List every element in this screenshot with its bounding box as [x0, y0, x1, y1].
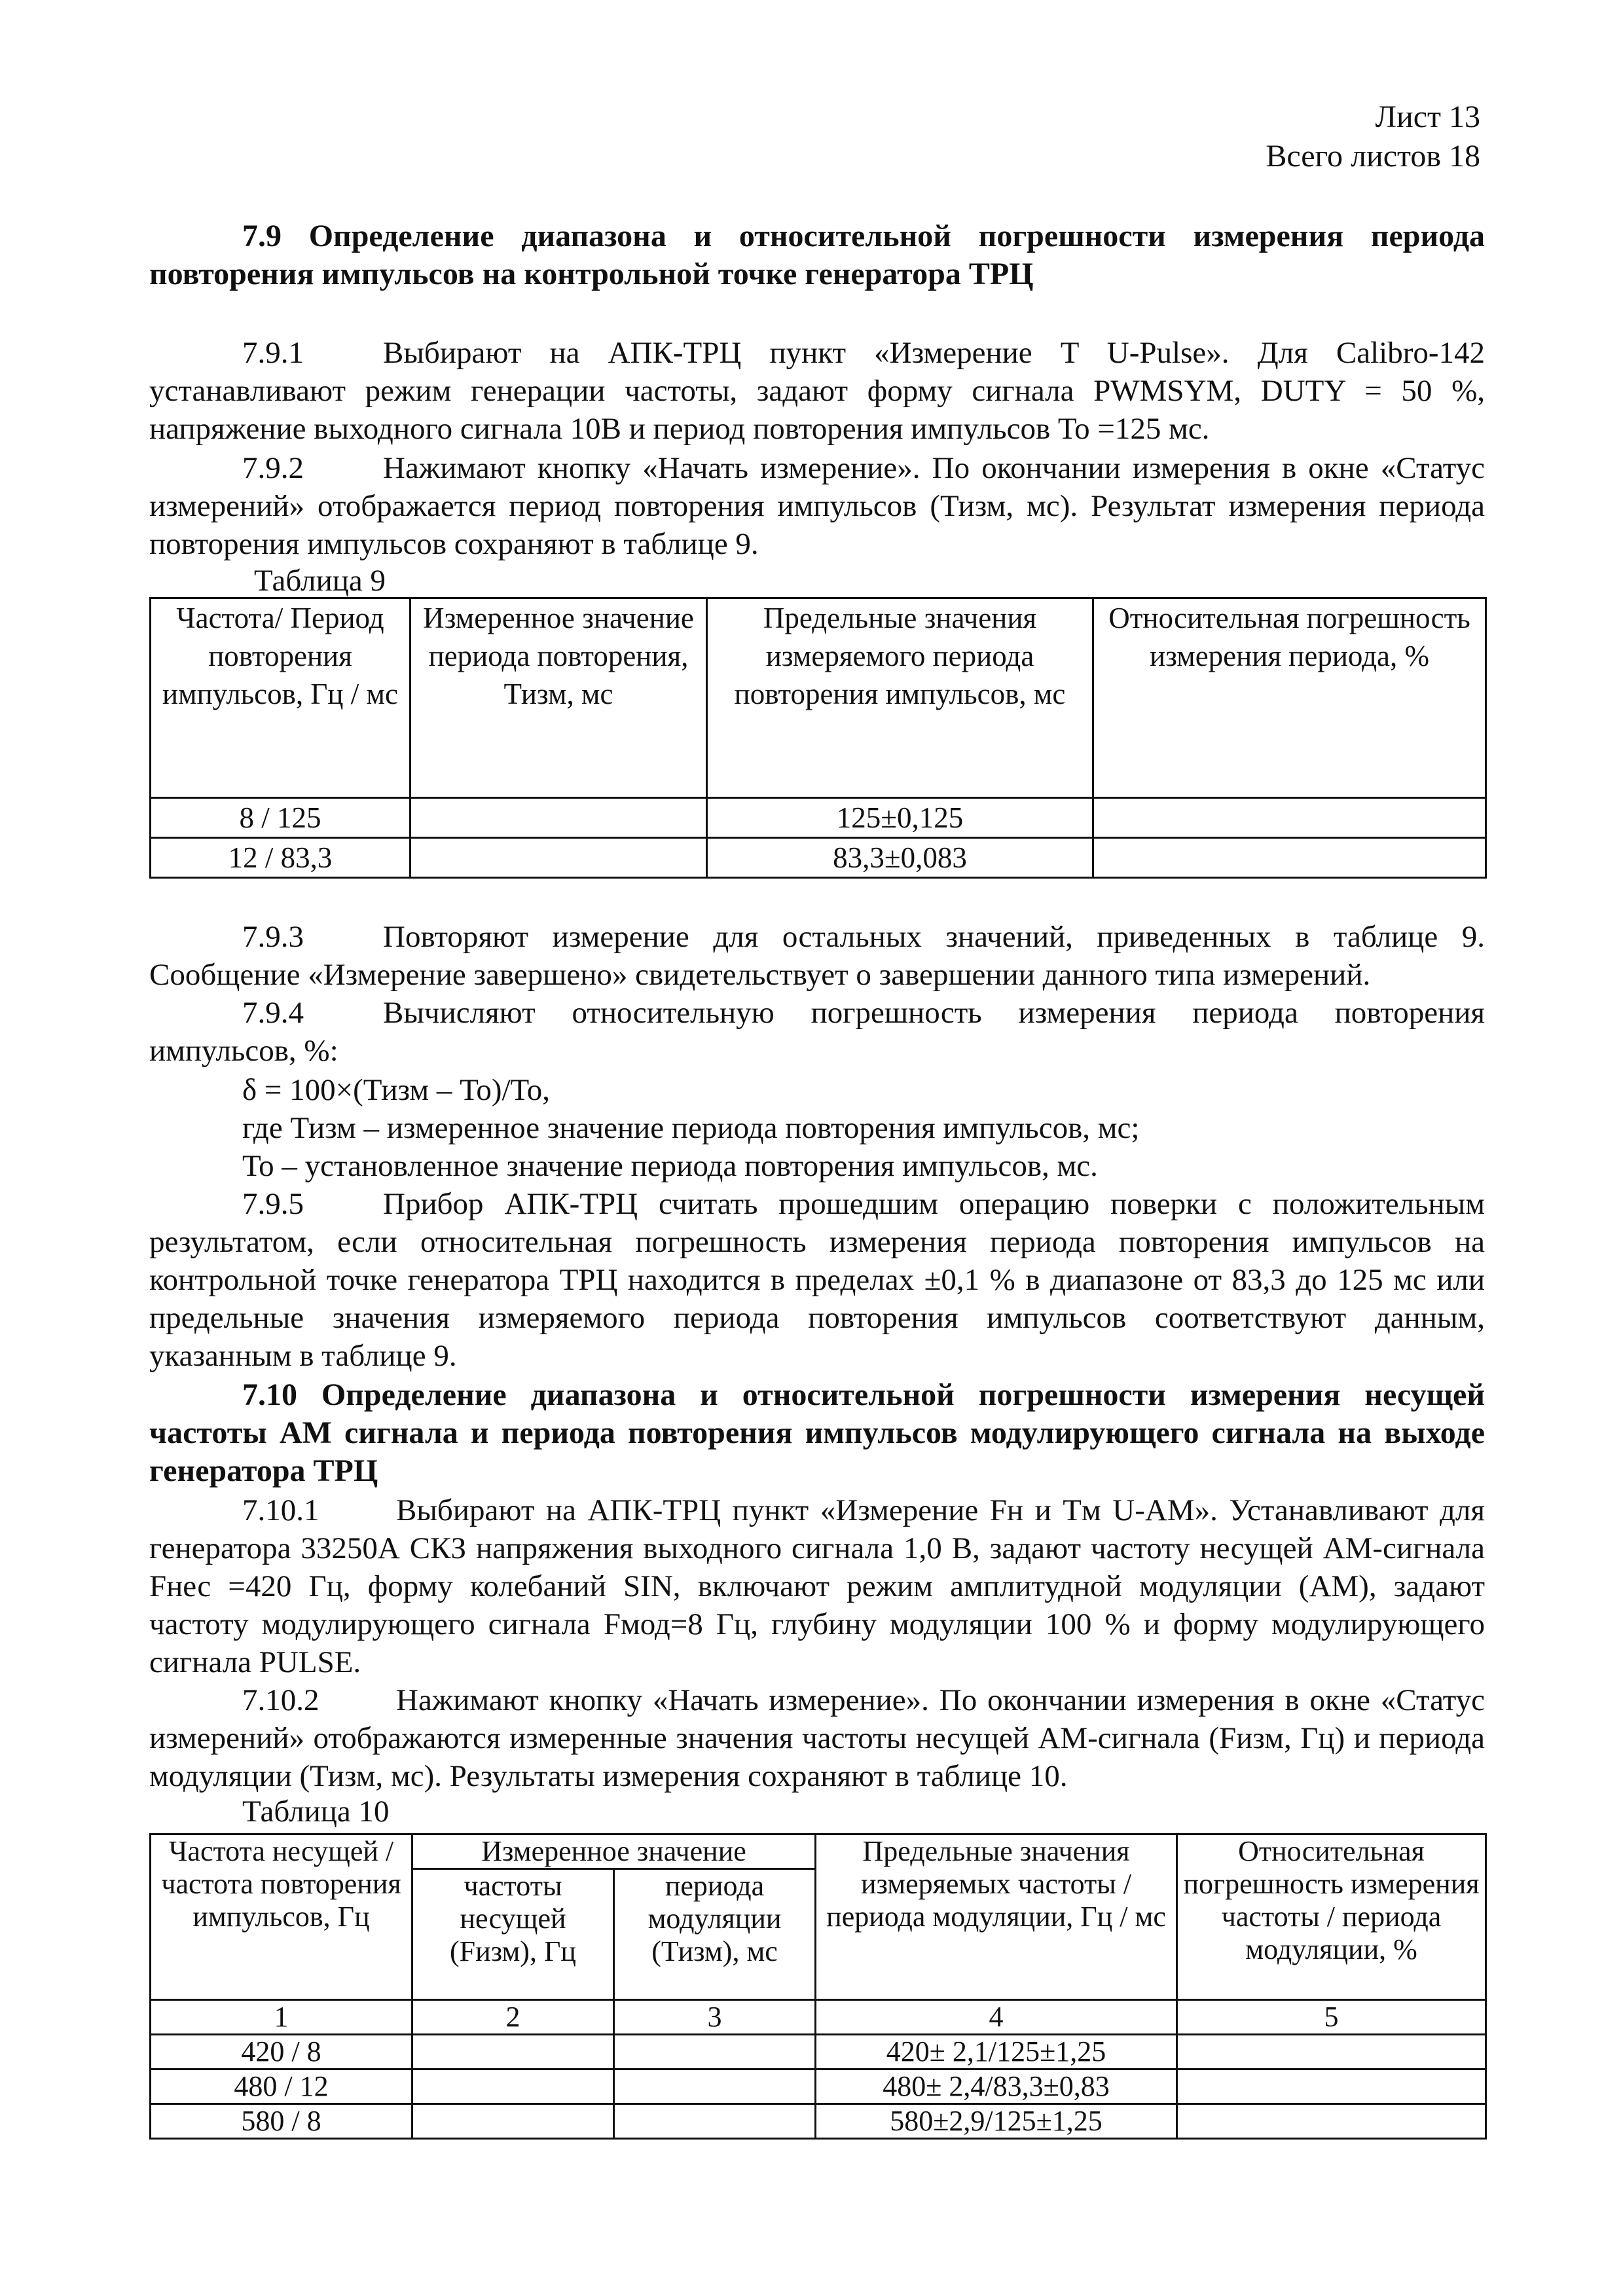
table-cell: 580±2,9/125±1,25: [816, 2104, 1177, 2139]
table-row: [151, 2104, 1486, 2139]
table-row: [151, 2069, 1486, 2104]
header-cell: периода модуляции (Тизм), мс: [614, 1869, 816, 2000]
table-9: [149, 597, 1487, 879]
table-header-row: [151, 598, 1486, 798]
paragraph-text: Повторяют измерение для остальных значений, приведенных в таблице 9. Сообщение «Измерение завершено» свидетельствует о завершении данного типа измерений.: [149, 920, 1485, 992]
table-cell: [614, 2069, 816, 2104]
header-cell: частоты несущей (Fизм), Гц: [412, 1869, 614, 2000]
paragraph-number: 7.9.3: [242, 920, 304, 954]
header-cell: Частота/ Период повторения импульсов, Гц / мс: [151, 598, 410, 798]
paragraph-7-9-5: [149, 1185, 1485, 1375]
table-cell: [614, 2104, 816, 2139]
table-cell: [410, 798, 707, 838]
column-number: 4: [816, 2000, 1177, 2035]
table-cell: [412, 2035, 614, 2069]
table-row: [151, 2035, 1486, 2069]
paragraph-text: Нажимают кнопку «Начать измерение». По окончании измерения в окне «Статус измерений» отображаются измеренные значения частоты несущей АМ-сигнала (Fизм, Гц) и периода модуляции (Тизм, мс). Результаты измерения сохраняют в таблице 10.: [149, 1683, 1485, 1793]
section-title-7-9: 7.9 Определение диапазона и относительной погрешности измерения периода повторения импульсов на контрольной точке генератора ТРЦ: [149, 219, 1485, 291]
table-row: [151, 798, 1486, 838]
header-cell: Измеренное значение: [412, 1834, 816, 1869]
paragraph-7-10-2: [149, 1681, 1485, 1795]
column-number: 5: [1177, 2000, 1486, 2035]
table-cell: 420± 2,1/125±1,25: [816, 2035, 1177, 2069]
paragraph-text: Прибор АПК-ТРЦ считать прошедшим операцию поверки с положительным результатом, если относительная погрешность измерения периода повторения импульсов на контрольной точке генератора ТРЦ находится в пределах ±0,1 % в диапазоне от 83,3 до 125 мс или предельные значения измеряемого периода повторения импульсов соответствуют данным, указанным в таблице 9.: [149, 1187, 1485, 1373]
header-cell: Измеренное значение периода повторения, Тизм, мс: [410, 598, 707, 798]
section-title-7-10: 7.10 Определение диапазона и относительной погрешности измерения несущей частоты АМ сигнала и периода повторения импульсов модулирующего сигнала на выходе генератора ТРЦ: [149, 1377, 1485, 1488]
paragraph-text: Вычисляют относительную погрешность измерения периода повторения импульсов, %:: [149, 996, 1485, 1068]
paragraph-text: Выбирают на АПК-ТРЦ пункт «Измерение Fн и Tм U-AM». Устанавливают для генератора 33250А СКЗ напряжения выходного сигнала 1,0 В, задают частоту несущей АМ-сигнала Fнес =420 Гц, форму колебаний SIN, включают режим амплитудной модуляции (АМ), задают частоту модулирующего сигнала Fмод=8 Гц, глубину модуляции 100 % и форму модулирующего сигнала PULSE.: [149, 1493, 1485, 1679]
table-cell: 125±0,125: [707, 798, 1093, 838]
column-number: 1: [151, 2000, 412, 2035]
table-10-caption: Таблица 10: [242, 1795, 390, 1829]
table-cell: [1093, 838, 1486, 878]
formula-where-1: где Тизм – измеренное значение периода повторения импульсов, мс;: [242, 1111, 1140, 1145]
table-cell: 480± 2,4/83,3±0,83: [816, 2069, 1177, 2104]
paragraph-number: 7.9.5: [242, 1187, 304, 1221]
paragraph-number: 7.9.1: [242, 336, 304, 370]
header-cell: Предельные значения измеряемого периода повторения импульсов, мс: [707, 598, 1093, 798]
table-row: [151, 838, 1486, 878]
table-cell: 480 / 12: [151, 2069, 412, 2104]
table-cell: 580 / 8: [151, 2104, 412, 2139]
table-header-row: [151, 1834, 1486, 1869]
paragraph-number: 7.9.2: [242, 451, 304, 485]
paragraph-number: 7.10.1: [242, 1493, 319, 1527]
table-cell: 420 / 8: [151, 2035, 412, 2069]
table-cell: 12 / 83,3: [151, 838, 410, 878]
paragraph-text: Нажимают кнопку «Начать измерение». По окончании измерения в окне «Статус измерений» отображается период повторения импульсов (Тизм, мс). Результат измерения периода повторения импульсов сохраняют в таблице 9.: [149, 451, 1485, 561]
table-9-caption: Таблица 9: [254, 564, 386, 598]
table-cell: [412, 2104, 614, 2139]
total-sheets: Всего листов 18: [1266, 139, 1480, 173]
header-cell: Относительная погрешность измерения частоты / периода модуляции, %: [1177, 1834, 1486, 2000]
table-cell: [410, 838, 707, 878]
paragraph-7-9-4: [149, 994, 1485, 1070]
paragraph-7-10-1: [149, 1491, 1485, 1681]
table-cell: [1177, 2069, 1486, 2104]
paragraph-number: 7.9.4: [242, 996, 304, 1030]
table-cell: [614, 2035, 816, 2069]
column-number: 3: [614, 2000, 816, 2035]
table-cell: 83,3±0,083: [707, 838, 1093, 878]
table-cell: 8 / 125: [151, 798, 410, 838]
paragraph-text: Выбирают на АПК-ТРЦ пункт «Измерение T U-Pulse». Для Calibro-142 устанавливают режим генерации частоты, задают форму сигнала PWMSYM, DUTY = 50 %, напряжение выходного сигнала 10В и период повторения импульсов То =125 мс.: [149, 336, 1485, 446]
paragraph-7-9-2: [149, 449, 1485, 563]
table-10: [149, 1833, 1487, 2140]
column-number: 2: [412, 2000, 614, 2035]
header-cell: Частота несущей / частота повторения импульсов, Гц: [151, 1834, 412, 2000]
formula-where-2: То – установленное значение периода повторения импульсов, мс.: [242, 1149, 1098, 1183]
table-cell: [1093, 798, 1486, 838]
column-number-row: [151, 2000, 1486, 2035]
paragraph-7-9-3: [149, 918, 1485, 994]
formula: δ = 100×(Тизм – То)/То,: [242, 1073, 550, 1107]
sheet-number: Лист 13: [1375, 100, 1480, 134]
header-cell: Относительная погрешность измерения периода, %: [1093, 598, 1486, 798]
header-cell: Предельные значения измеряемых частоты / периода модуляции, Гц / мс: [816, 1834, 1177, 2000]
table-cell: [1177, 2035, 1486, 2069]
paragraph-number: 7.10.2: [242, 1683, 319, 1717]
table-cell: [1177, 2104, 1486, 2139]
paragraph-7-9-1: [149, 334, 1485, 448]
table-cell: [412, 2069, 614, 2104]
